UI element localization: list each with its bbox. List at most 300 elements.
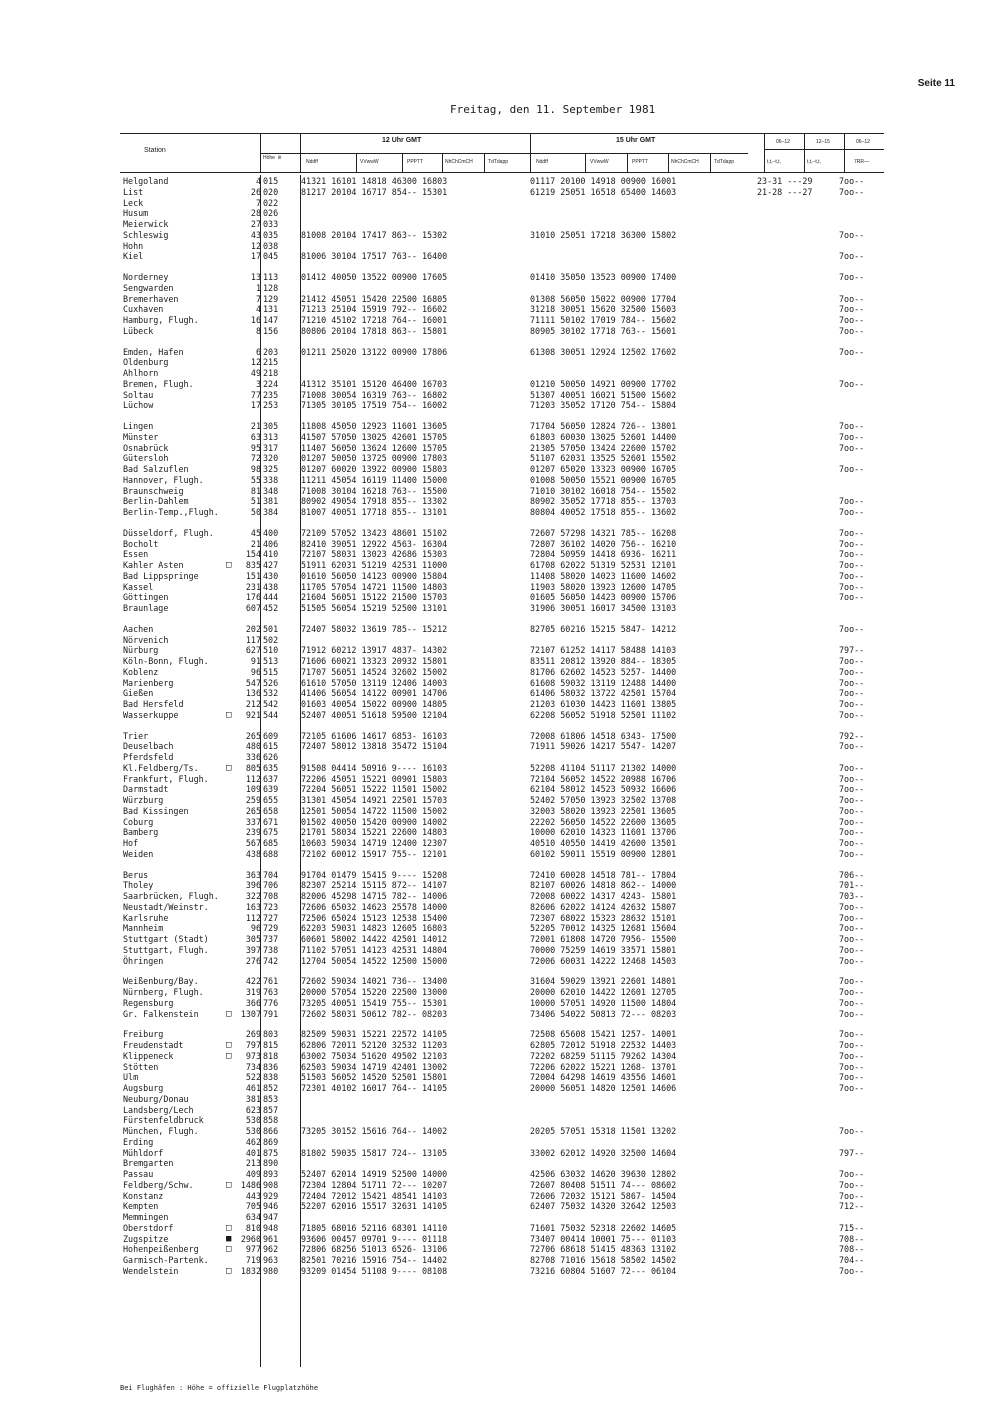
sub-dewpoint-12: TdTdapp [488, 159, 509, 165]
precip-code: 7oo-- [839, 1029, 865, 1040]
obs-12-gmt: 71008 30054 16319 763-- 16802 [301, 389, 448, 400]
obs-15-gmt: 21203 61030 14423 11601 13805 [530, 699, 677, 709]
table-row [0, 528, 1000, 538]
obs-12-gmt: 61610 57050 13119 12406 14003 [301, 677, 448, 688]
station-number: 430 [263, 570, 279, 581]
precip-code: 7oo-- [839, 581, 865, 592]
mountain-station-icon: □ [226, 1050, 232, 1061]
station-name: Öhringen [123, 955, 164, 966]
station-number: 776 [263, 997, 279, 1008]
precip-code: 7oo-- [839, 1169, 865, 1179]
station-name: Braunschweig [123, 485, 184, 496]
obs-15-gmt: 10000 57051 14920 11500 14804 [530, 997, 677, 1008]
station-number: 946 [263, 1201, 279, 1212]
station-height: 397 [245, 944, 261, 955]
table-row [0, 1180, 1000, 1190]
precip-code: 7oo-- [839, 272, 865, 282]
obs-15-gmt: 31906 30051 16017 34500 13103 [530, 603, 677, 613]
station-number: 203 [263, 346, 279, 357]
precip-code: 7oo-- [839, 186, 865, 197]
table-row [0, 198, 1000, 208]
station-number: 737 [263, 934, 279, 944]
obs-12-gmt: 11407 56050 13624 12600 15705 [301, 442, 448, 453]
obs-12-gmt: 20000 57054 15220 22500 13000 [301, 987, 448, 997]
obs-12-gmt: 81008 20104 17417 863-- 15302 [301, 229, 448, 240]
table-row [0, 763, 1000, 773]
table-row [0, 880, 1000, 890]
obs-15-gmt: 73407 00414 10001 75--- 01103 [530, 1233, 677, 1244]
station-name: Ulm [123, 1072, 139, 1083]
station-number: 253 [263, 400, 279, 411]
table-row [0, 838, 1000, 848]
obs-12-gmt: 72606 65032 14623 25578 14000 [301, 901, 448, 912]
obs-15-gmt: 72807 36102 14020 756-- 16210 [530, 538, 677, 549]
table-row [0, 891, 1000, 901]
station-name: Bremen, Flugh. [123, 378, 194, 389]
station-name: Berlin-Dahlem [123, 496, 189, 507]
station-name: Göttingen [123, 592, 169, 603]
precip-code: 7oo-- [839, 827, 865, 838]
station-height: 151 [245, 570, 261, 581]
station-height: 3 [255, 378, 261, 389]
obs-15-gmt: 01008 50050 15521 00900 16705 [530, 474, 677, 485]
precip-code: 7oo-- [839, 1126, 865, 1136]
station-number: 963 [263, 1255, 279, 1265]
mountain-station-icon: □ [226, 762, 232, 773]
right-sub-2: t,t,–t,t, [807, 159, 821, 165]
obs-12-gmt: 60601 58002 14422 42501 14012 [301, 934, 448, 944]
station-name: Wasserkuppe [123, 709, 179, 720]
obs-12-gmt: 93209 01454 51108 9---- 08108 [301, 1265, 448, 1276]
station-number: 742 [263, 955, 279, 966]
obs-15-gmt: 21305 57050 13424 22600 15702 [530, 442, 677, 453]
station-name: Nürnberg, Flugh. [123, 987, 204, 997]
station-name: Neuburg/Donau [123, 1093, 189, 1104]
table-row [0, 603, 1000, 613]
obs-12-gmt: 72301 40102 16017 764-- 14105 [301, 1083, 448, 1093]
obs-15-gmt: 20205 57051 15318 11501 13202 [530, 1126, 677, 1136]
station-height: 95 [250, 442, 261, 453]
station-name: Feldberg/Schw. [123, 1179, 194, 1190]
station-name: Münster [123, 431, 159, 442]
hoehe-header: Höhe [263, 155, 275, 161]
station-height: 705 [245, 1201, 261, 1212]
station-name: Weißenburg/Bay. [123, 976, 199, 987]
station-height: 55 [250, 474, 261, 485]
station-number: 320 [263, 453, 279, 464]
station-number: 869 [263, 1136, 279, 1147]
table-row [0, 283, 1000, 293]
station-number: 635 [263, 762, 279, 773]
station-height: 366 [245, 997, 261, 1008]
page-number: Seite 11 [917, 78, 955, 89]
obs-12-gmt: 73205 30152 15616 764-- 14002 [301, 1126, 448, 1136]
station-height: 259 [245, 795, 261, 805]
mountain-station-icon: □ [226, 1222, 232, 1233]
station-name: Norderney [123, 272, 169, 282]
table-row [0, 731, 1000, 741]
station-name: Bremerhaven [123, 293, 179, 304]
table-row [0, 507, 1000, 517]
table-row [0, 710, 1000, 720]
precip-code: 7oo-- [839, 315, 865, 325]
obs-15-gmt: 72104 56052 14522 20988 16706 [530, 773, 677, 784]
table-row [0, 1212, 1000, 1222]
station-height: 607 [245, 603, 261, 613]
station-height: 2960 [240, 1233, 261, 1244]
station-name: Gr. Falkenstein [123, 1008, 199, 1019]
obs-12-gmt: 81007 40051 17718 855-- 13101 [301, 507, 448, 517]
station-number: 890 [263, 1158, 279, 1169]
obs-15-gmt: 72606 72032 15121 5867- 14504 [530, 1190, 677, 1201]
station-name: Bad Hersfeld [123, 699, 184, 709]
station-height: 109 [245, 784, 261, 795]
obs-12-gmt: 01207 60020 13922 00900 15803 [301, 464, 448, 474]
station-name: Garmisch-Partenk. [123, 1255, 209, 1265]
precip-code: 7oo-- [839, 623, 865, 634]
station-number: 218 [263, 368, 279, 378]
obs-12-gmt: 72407 58032 13619 785-- 15212 [301, 623, 448, 634]
station-name: Kahler Asten [123, 560, 184, 570]
station-height: 12 [250, 357, 261, 368]
station-height: 21 [250, 421, 261, 431]
precip-code: 708-- [839, 1233, 865, 1244]
station-name: Hamburg, Flugh. [123, 315, 199, 325]
obs-15-gmt: 22202 56050 14522 22600 13605 [530, 816, 677, 827]
precip-code: 7oo-- [839, 1190, 865, 1201]
obs-15-gmt: 11903 58020 13923 12600 14705 [530, 581, 677, 592]
station-height: 81 [250, 485, 261, 496]
station-number: 128 [263, 282, 279, 293]
station-number: 708 [263, 891, 279, 901]
precip-code: 7oo-- [839, 325, 865, 336]
station-height: 634 [245, 1212, 261, 1222]
obs-12-gmt: 41321 16101 14818 46300 16803 [301, 176, 448, 186]
station-height: 443 [245, 1190, 261, 1201]
precip-code: 7oo-- [839, 1050, 865, 1061]
obs-12-gmt: 21604 56051 15122 21500 15703 [301, 592, 448, 603]
station-number: 452 [263, 603, 279, 613]
precip-code: 7oo-- [839, 592, 865, 603]
obs-15-gmt: 80804 40052 17518 855-- 13602 [530, 507, 677, 517]
station-height: 16 [250, 315, 261, 325]
sub-vvwww-12: VVwwW [360, 159, 379, 165]
obs-12-gmt: 62203 59031 14823 12605 16803 [301, 923, 448, 934]
station-height: 4 [255, 304, 261, 315]
station-name: Cuxhaven [123, 304, 164, 315]
station-name: Fürstenfeldbruck [123, 1115, 204, 1126]
obs-12-gmt: 72109 57052 13423 48601 15102 [301, 527, 448, 538]
station-height: 409 [245, 1169, 261, 1179]
obs-12-gmt: 82006 45298 14715 782-- 14006 [301, 891, 448, 901]
obs-12-gmt: 72602 58031 50612 782-- 08203 [301, 1008, 448, 1019]
obs-12-gmt: 72602 59034 14021 736-- 13400 [301, 976, 448, 987]
station-height: 77 [250, 389, 261, 400]
table-row [0, 1169, 1000, 1179]
station-name: Aachen [123, 623, 154, 634]
obs-12-gmt: 41406 56054 14122 00901 14706 [301, 688, 448, 699]
station-height: 627 [245, 645, 261, 656]
station-height: 50 [250, 507, 261, 517]
station-height: 96 [250, 666, 261, 677]
station-height: 734 [245, 1061, 261, 1072]
obs-15-gmt: 72004 64298 14619 43556 14601 [530, 1072, 677, 1083]
station-number: 325 [263, 464, 279, 474]
obs-15-gmt: 20000 62010 14422 12601 12705 [530, 987, 677, 997]
table-row [0, 272, 1000, 282]
obs-12-gmt: 72102 60012 15917 755-- 12101 [301, 848, 448, 859]
station-name: Konstanz [123, 1190, 164, 1201]
table-row [0, 176, 1000, 186]
station-height: 462 [245, 1136, 261, 1147]
station-name: Klippeneck [123, 1050, 174, 1061]
station-name: Kassel [123, 581, 154, 592]
station-height: 213 [245, 1158, 261, 1169]
precip-code: 7oo-- [839, 816, 865, 827]
obs-15-gmt: 31604 59029 13921 22601 14801 [530, 976, 677, 987]
obs-15-gmt: 82107 60026 14818 862-- 14000 [530, 880, 677, 891]
station-height: 163 [245, 901, 261, 912]
precip-code: 7oo-- [839, 1179, 865, 1190]
station-number: 852 [263, 1083, 279, 1093]
precip-code: 7oo-- [839, 527, 865, 538]
station-number: 929 [263, 1190, 279, 1201]
station-number: 626 [263, 752, 279, 762]
station-number: 908 [263, 1179, 279, 1190]
station-number: 235 [263, 389, 279, 400]
station-name: Soltau [123, 389, 154, 400]
precip-code: 797-- [839, 645, 865, 656]
station-name: Landsberg/Lech [123, 1104, 194, 1115]
station-name: Neustadt/Weinstr. [123, 901, 209, 912]
sub-nddff-12: Nddff [306, 159, 318, 165]
obs-12-gmt: 01610 56050 14123 00900 15804 [301, 570, 448, 581]
table-row [0, 1191, 1000, 1201]
station-height: 265 [245, 805, 261, 816]
station-name: Wendelstein [123, 1265, 179, 1276]
table-row [0, 219, 1000, 229]
obs-12-gmt: 01211 25020 13122 00900 17806 [301, 346, 448, 357]
station-number: 675 [263, 827, 279, 838]
precip-code: 7oo-- [839, 1040, 865, 1050]
table-row [0, 1029, 1000, 1039]
station-name: München, Flugh. [123, 1126, 199, 1136]
station-height: 1832 [240, 1265, 261, 1276]
obs-12-gmt: 72304 12804 51711 72--- 10207 [301, 1179, 448, 1190]
table-row [0, 1255, 1000, 1265]
date-heading: Freitag, den 11. September 1981 [450, 103, 656, 116]
right-header-1: 06–12 [776, 139, 790, 145]
table-row [0, 635, 1000, 645]
precip-code: 7oo-- [839, 560, 865, 570]
table-row [0, 870, 1000, 880]
obs-15-gmt: 42506 63032 14620 39630 12802 [530, 1169, 677, 1179]
table-row [0, 827, 1000, 837]
sub-nddff-15: Nddff [536, 159, 548, 165]
station-number: 532 [263, 688, 279, 699]
station-name: Hannover, Flugh. [123, 474, 204, 485]
station-name: Hohn [123, 240, 144, 251]
station-number: 510 [263, 645, 279, 656]
station-height: 112 [245, 912, 261, 923]
station-name: Bad Kissingen [123, 805, 189, 816]
table-row [0, 1051, 1000, 1061]
obs-12-gmt: 71213 25104 15919 792-- 16602 [301, 304, 448, 315]
table-row [0, 699, 1000, 709]
sub-ppptt-15: PPPTT [632, 159, 649, 165]
precip-code: 7oo-- [839, 923, 865, 934]
station-name: Erding [123, 1136, 154, 1147]
precip-code: 7oo-- [839, 464, 865, 474]
table-row [0, 208, 1000, 218]
precip-code: 7oo-- [839, 784, 865, 795]
obs-15-gmt: 11408 58020 14023 11600 14602 [530, 570, 677, 581]
obs-15-gmt: 71111 50102 17019 784-- 15602 [530, 315, 677, 325]
station-number: 224 [263, 378, 279, 389]
precip-code: 7oo-- [839, 688, 865, 699]
station-name: Würzburg [123, 795, 164, 805]
table-row [0, 443, 1000, 453]
station-height: 28 [250, 208, 261, 219]
station-number: 818 [263, 1050, 279, 1061]
table-row [0, 304, 1000, 314]
station-height: 7 [255, 197, 261, 208]
station-name: Oldenburg [123, 357, 169, 368]
precip-code: 7oo-- [839, 666, 865, 677]
table-row [0, 645, 1000, 655]
station-name: Coburg [123, 816, 154, 827]
obs-12-gmt: 71102 57051 14123 42531 14804 [301, 944, 448, 955]
station-name: Deuselbach [123, 741, 174, 752]
station-name: Hof [123, 838, 139, 848]
table-row [0, 582, 1000, 592]
station-name: Regensburg [123, 997, 174, 1008]
station-height: 422 [245, 976, 261, 987]
station-number: 384 [263, 507, 279, 517]
station-height: 530 [245, 1126, 261, 1136]
station-height: 49 [250, 368, 261, 378]
table-row [0, 976, 1000, 986]
station-height: 12 [250, 240, 261, 251]
station-height: 96 [250, 923, 261, 934]
station-name: Nörvenich [123, 634, 169, 645]
table-row [0, 1126, 1000, 1136]
precip-code: 792-- [839, 730, 865, 741]
station-height: 176 [245, 592, 261, 603]
table-row [0, 998, 1000, 1008]
mountain-station-icon: □ [226, 560, 232, 570]
station-number: 129 [263, 293, 279, 304]
station-number: 502 [263, 634, 279, 645]
obs-12-gmt: 72404 72012 15421 48541 14103 [301, 1190, 448, 1201]
sub-ppptt-12: PPPTT [407, 159, 424, 165]
station-height: 154 [245, 549, 261, 560]
obs-12-gmt: 81802 59035 15817 724-- 13105 [301, 1147, 448, 1158]
obs-12-gmt: 52407 40051 51618 59500 12104 [301, 709, 448, 720]
obs-15-gmt: 61803 60030 13025 52601 14400 [530, 431, 677, 442]
precip-code: 7oo-- [839, 795, 865, 805]
obs-12-gmt: 72407 58012 13818 35472 15104 [301, 741, 448, 752]
precip-code: 7oo-- [839, 378, 865, 389]
station-name: Bad Lippspringe [123, 570, 199, 581]
table-row [0, 624, 1000, 634]
station-height: 91 [250, 656, 261, 666]
table-row [0, 806, 1000, 816]
precip-code: 703-- [839, 891, 865, 901]
station-number: 763 [263, 987, 279, 997]
station-name: Darmstadt [123, 784, 169, 795]
obs-12-gmt: 52407 62014 14919 52500 14000 [301, 1169, 448, 1179]
station-height: 13 [250, 272, 261, 282]
station-name: Köln-Bonn, Flugh. [123, 656, 209, 666]
station-height: 98 [250, 464, 261, 474]
table-row [0, 1223, 1000, 1233]
obs-12-gmt: 72806 68256 51013 6526- 13106 [301, 1244, 448, 1255]
station-height: 567 [245, 838, 261, 848]
table-row [0, 432, 1000, 442]
precip-code: 7oo-- [839, 421, 865, 431]
station-name: Gütersloh [123, 453, 169, 464]
obs-15-gmt: 10000 62010 14323 11601 13706 [530, 827, 677, 838]
station-height: 480 [245, 741, 261, 752]
table-row [0, 486, 1000, 496]
precip-code: 7oo-- [839, 346, 865, 357]
station-name: Lüchow [123, 400, 154, 411]
station-number: 156 [263, 325, 279, 336]
station-height: 337 [245, 816, 261, 827]
precip-code: 7oo-- [839, 762, 865, 773]
station-number: 838 [263, 1072, 279, 1083]
station-height: 396 [245, 880, 261, 891]
obs-12-gmt: 51911 62031 51219 42531 11000 [301, 560, 448, 570]
obs-12-gmt: 41507 57050 13025 42601 15705 [301, 431, 448, 442]
obs-15-gmt: 71203 35052 17120 754-- 15804 [530, 400, 677, 411]
obs-12-gmt: 81217 20104 16717 854-- 15301 [301, 186, 448, 197]
station-number: 671 [263, 816, 279, 827]
station-height: 117 [245, 634, 261, 645]
station-number: 147 [263, 315, 279, 325]
obs-12-gmt: 71606 60021 13323 20932 15801 [301, 656, 448, 666]
station-height: 4 [255, 176, 261, 186]
obs-15-gmt: 52402 57050 13923 32502 13708 [530, 795, 677, 805]
obs-15-gmt: 61708 62022 51319 52531 12101 [530, 560, 677, 570]
precip-code: 7oo-- [839, 838, 865, 848]
station-height: 21 [250, 538, 261, 549]
obs-15-gmt: 51307 40051 16021 51500 15602 [530, 389, 677, 400]
station-number: 400 [263, 527, 279, 538]
station-number: 706 [263, 880, 279, 891]
obs-15-gmt: 01210 50050 14921 00900 17702 [530, 378, 677, 389]
obs-12-gmt: 01207 50050 13725 00900 17803 [301, 453, 448, 464]
table-row [0, 294, 1000, 304]
obs-12-gmt: 71805 68016 52116 68301 14110 [301, 1222, 448, 1233]
station-number: 113 [263, 272, 279, 282]
table-row [0, 1009, 1000, 1019]
precip-code: 7oo-- [839, 934, 865, 944]
station-height: 136 [245, 688, 261, 699]
table-row [0, 688, 1000, 698]
station-height: 6 [255, 346, 261, 357]
obs-15-gmt: 01117 20100 14918 00900 16001 [530, 176, 677, 186]
station-number: 866 [263, 1126, 279, 1136]
obs-12-gmt: 11808 45050 12923 11601 13605 [301, 421, 448, 431]
station-name: Stötten [123, 1061, 159, 1072]
station-name: Frankfurt, Flugh. [123, 773, 209, 784]
station-name: Gießen [123, 688, 154, 699]
station-number: 427 [263, 560, 279, 570]
station-height: 27 [250, 219, 261, 229]
station-height: 977 [245, 1244, 261, 1255]
